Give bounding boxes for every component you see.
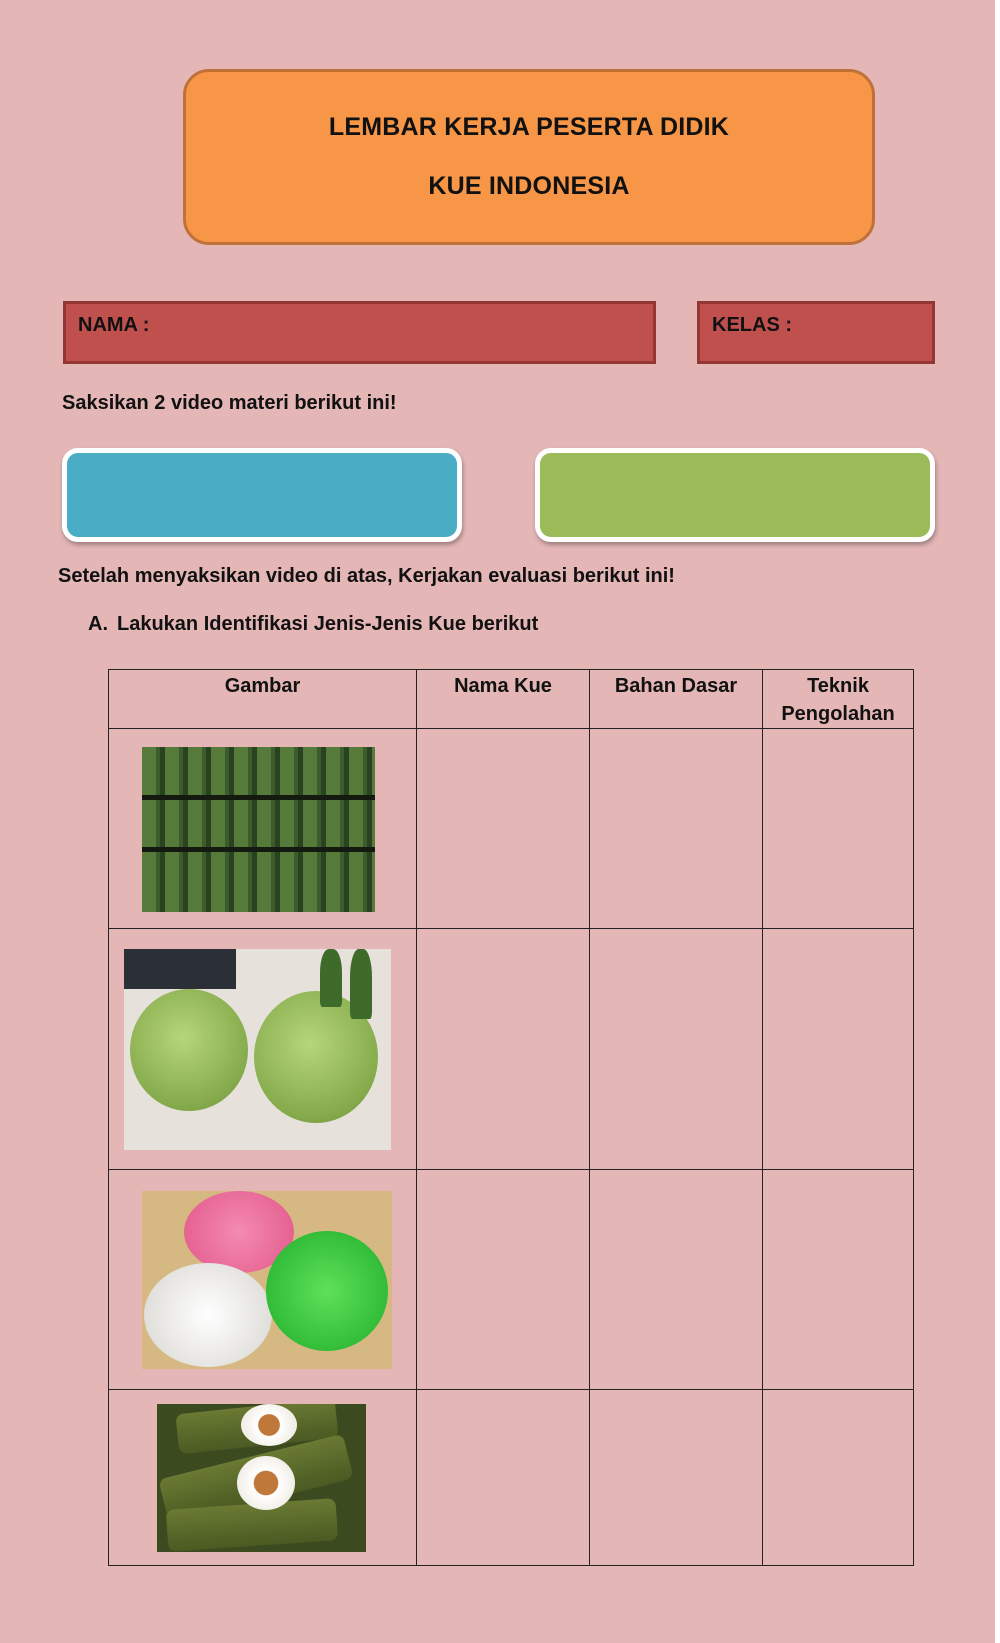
table-row <box>109 929 914 1170</box>
table-row <box>109 1170 914 1390</box>
gambar-cell <box>109 1390 417 1566</box>
header-nama-kue: Nama Kue <box>417 670 590 729</box>
nama-label: NAMA : <box>78 314 150 336</box>
bahan-dasar-cell[interactable] <box>590 729 763 929</box>
identification-table <box>108 669 914 1566</box>
kelas-field[interactable] <box>697 301 935 364</box>
section-a-heading <box>88 613 538 636</box>
header-gambar: Gambar <box>109 670 417 729</box>
table-row <box>109 729 914 929</box>
nama-field[interactable] <box>63 301 656 364</box>
header-bahan-dasar: Bahan Dasar <box>590 670 763 729</box>
teknik-pengolahan-cell[interactable] <box>763 1390 914 1566</box>
worksheet-title-box <box>183 69 875 245</box>
worksheet-title: LEMBAR KERJA PESERTA DIDIK <box>328 113 730 141</box>
table-header-row <box>109 670 914 729</box>
header-teknik-pengolahan: Teknik Pengolahan <box>763 670 914 729</box>
kelas-label: KELAS : <box>712 314 792 336</box>
gambar-cell <box>109 1170 417 1390</box>
bahan-dasar-cell[interactable] <box>590 929 763 1170</box>
nama-kue-cell[interactable] <box>417 1390 590 1566</box>
green-cakes-on-plate-photo <box>124 949 391 1150</box>
video-1-button[interactable] <box>62 448 462 542</box>
evaluation-instruction: Setelah menyaksikan video di atas, Kerjakan evaluasi berikut ini! <box>58 565 675 587</box>
bahan-dasar-cell[interactable] <box>590 1390 763 1566</box>
teknik-pengolahan-cell[interactable] <box>763 929 914 1170</box>
banana-leaf-rolls-photo <box>157 1404 366 1552</box>
table-row <box>109 1390 914 1566</box>
nama-kue-cell[interactable] <box>417 729 590 929</box>
leaf-wrapped-cakes-photo <box>142 747 375 912</box>
section-a-title: Lakukan Identifikasi Jenis-Jenis Kue berikut <box>117 613 539 635</box>
section-a-letter: A. <box>88 613 108 635</box>
nama-kue-cell[interactable] <box>417 1170 590 1390</box>
gambar-cell <box>109 929 417 1170</box>
teknik-pengolahan-cell[interactable] <box>763 729 914 929</box>
teknik-pengolahan-cell[interactable] <box>763 1170 914 1390</box>
bahan-dasar-cell[interactable] <box>590 1170 763 1390</box>
colored-noodle-cakes-photo <box>142 1191 392 1369</box>
video-2-button[interactable] <box>535 448 935 542</box>
gambar-cell <box>109 729 417 929</box>
page-edge <box>995 0 1000 1643</box>
nama-kue-cell[interactable] <box>417 929 590 1170</box>
watch-videos-instruction: Saksikan 2 video materi berikut ini! <box>62 392 397 414</box>
worksheet-subtitle: KUE INDONESIA <box>428 172 630 200</box>
